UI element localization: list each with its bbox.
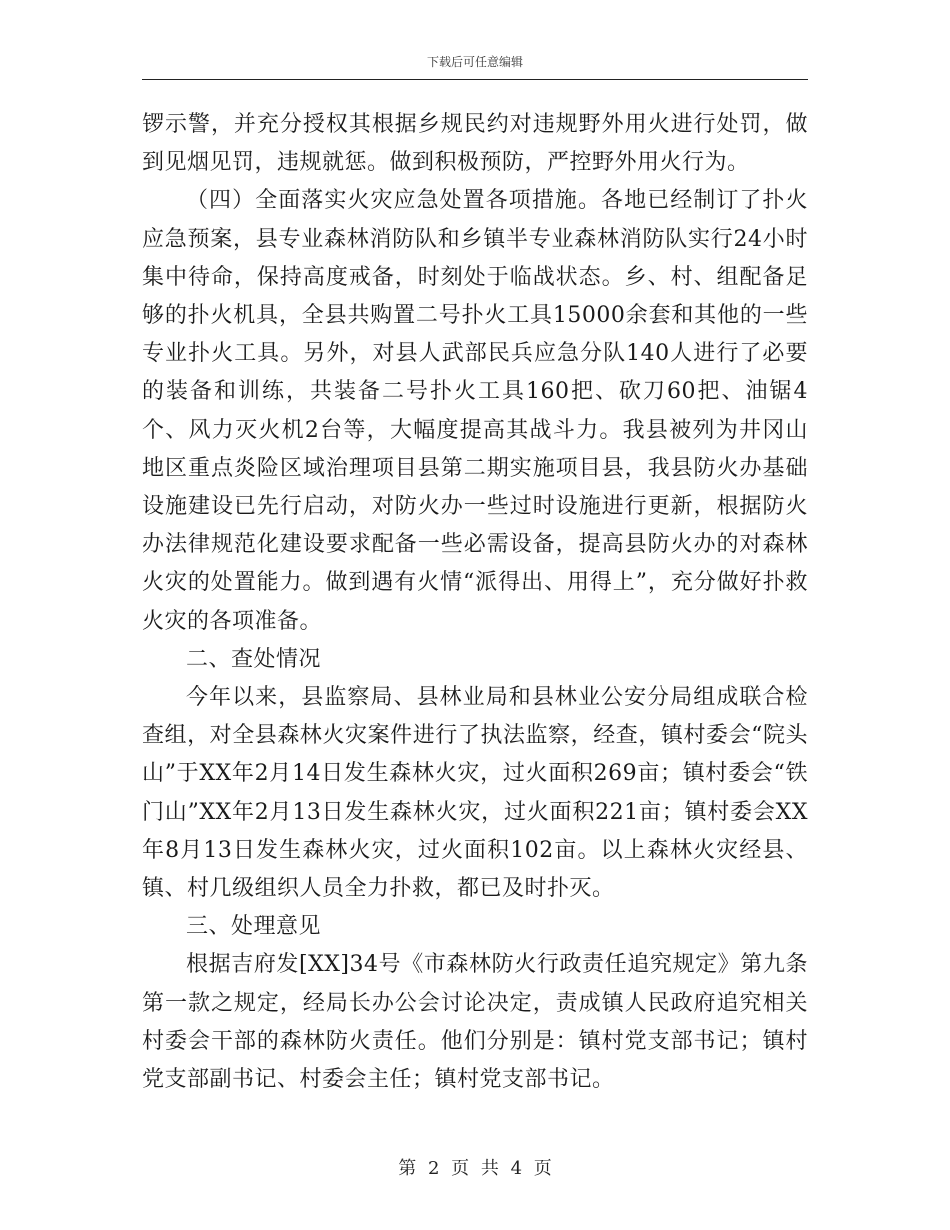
page-number: 第 2 页 共 4 页 [398,1158,552,1179]
paragraph-fire-control-continued: 锣示警，并充分授权其根据乡规民约对违规野外用火进行处罚，做到见烟见罚，违规就惩。做到积极预防，严控野外用火行为。 [142,112,808,176]
document-body [142,106,808,1099]
page-header: 下载后可任意编辑 [426,55,523,69]
header-divider [142,79,808,80]
paragraph-emergency-measures: （四）全面落实火灾应急处置各项措施。各地已经制订了扑火应急预案，县专业森林消防队和乡镇半专业森林消防队实行24小时集中待命，保持高度戒备，时刻处于临战状态。乡、村、组配备足够的扑火机具，全县共购置二号扑火工具15000余套和其他的一些专业扑火工具。另外，对县人武部民兵应急分队140人进行了必要的装备和训练，共装备二号扑火工具160把、砍刀60把、油锯4个、风力灭火机2台等，大幅度提高其战斗力。我县被列为井冈山地区重点炎险区域治理项目县第二期实施项目县，我县防火办基础设施建设已先行启动，对防火办一些过时设施进行更新，根据防火办法律规范化建设要求配备一些必需设备，提高县防火办的对森林火灾的处置能力。做到遇有火情“派得出、用得上”，充分做好扑救火灾的各项准备。 [142,188,808,634]
section-heading-investigation: 二、查处情况 [186,646,322,672]
section-heading-handling-opinion: 三、处理意见 [186,914,322,940]
paragraph-handling-decision: 根据吉府发[XX]34号《市森林防火行政责任追究规定》第九条第一款之规定，经局长办公会讨论决定，责成镇人民政府追究相关村委会干部的森林防火责任。他们分别是：镇村党支部书记；镇村党支部副书记、村委会主任；镇村党支部书记。 [142,952,808,1093]
paragraph-investigation-results: 今年以来，县监察局、县林业局和县林业公安分局组成联合检查组，对全县森林火灾案件进行了执法监察，经查，镇村委会“院头山”于XX年2月14日发生森林火灾，过火面积269亩；镇村委会“铁门山”XX年2月13日发生森林火灾，过火面积221亩；镇村委会XX年8月13日发生森林火灾，过火面积102亩。以上森林火灾经县、镇、村几级组织人员全力扑救，都已及时扑灭。 [142,685,808,902]
